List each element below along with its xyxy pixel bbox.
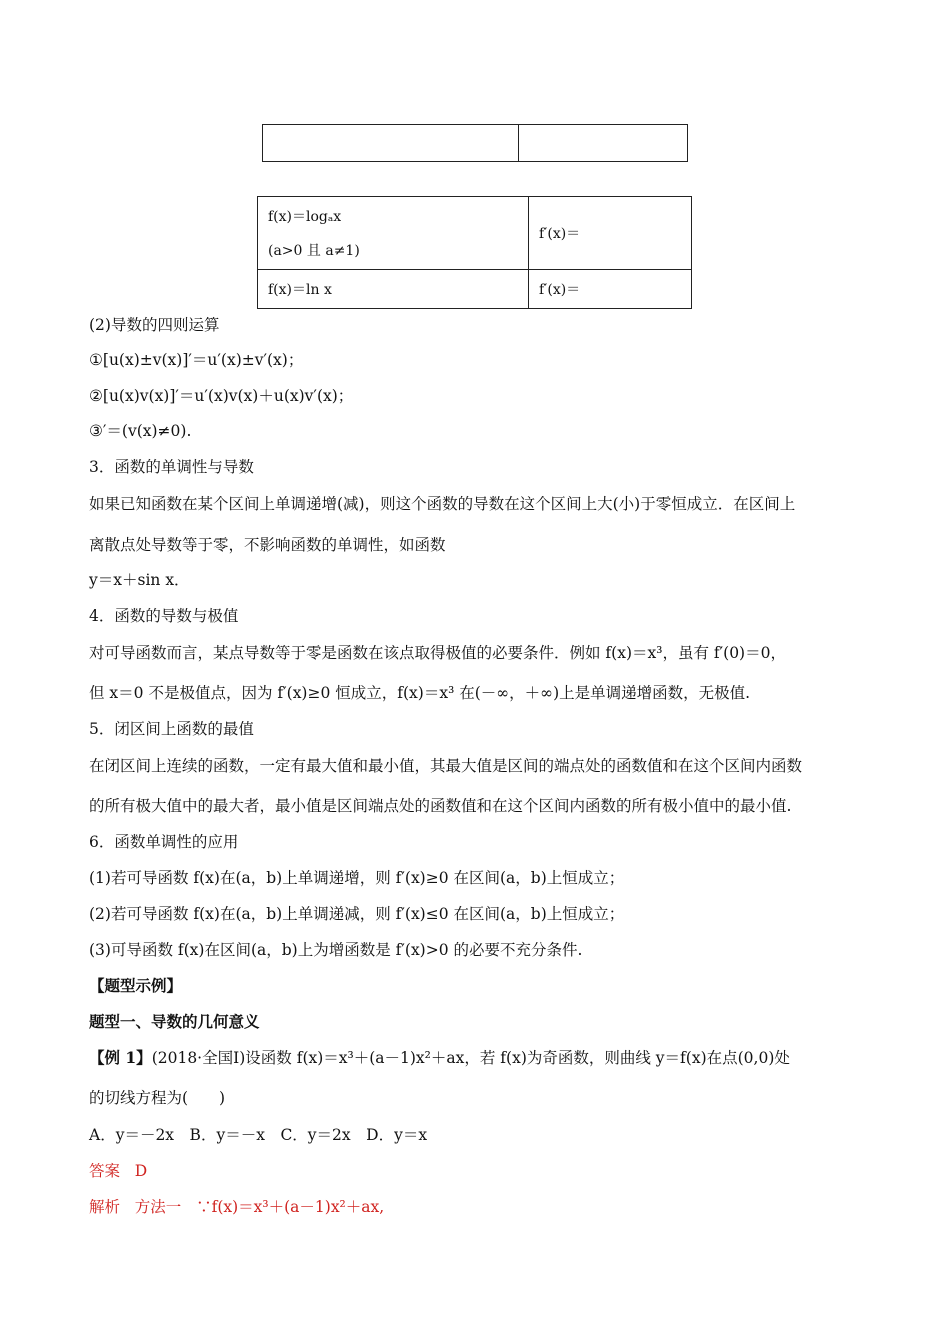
paragraph-line: 在闭区间上连续的函数，一定有最大值和最小值，其最大值是区间的端点处的函数值和在这个区间内函数: [89, 757, 803, 775]
question-type-heading: 题型一、导数的几何意义: [89, 1012, 260, 1031]
formula-table-top: [262, 124, 688, 162]
example-tag: 【例 1】: [89, 1048, 152, 1067]
table-cell: f′(x)＝: [529, 197, 692, 270]
section-heading: 【题型示例】: [89, 976, 183, 995]
paragraph-line: 离散点处导数等于零，不影响函数的单调性，如函数: [89, 536, 446, 554]
paragraph-line: y＝x＋sin x．: [89, 571, 190, 589]
formula-log-a: f(x)＝logₐx: [268, 209, 342, 225]
answer-value: D: [134, 1162, 148, 1180]
table-cell: f′(x)＝: [529, 270, 692, 309]
list-item: (3)可导函数 f(x)在区间(a，b)上为增函数是 f′(x)>0 的必要不充分条件.: [89, 941, 583, 959]
answer-options: A．y＝－2x B．y＝－x C．y＝2x D．y＝x: [89, 1126, 428, 1144]
table-cell: [263, 125, 519, 162]
paragraph-line: 对可导函数而言，某点导数等于零是函数在该点取得极值的必要条件．例如 f(x)＝x³，虽有 f′(0)＝0，: [89, 644, 786, 662]
section-heading: (2)导数的四则运算: [89, 316, 220, 334]
example-text: (2018·全国Ⅰ)设函数 f(x)＝x³＋(a－1)x²＋ax，若 f(x)为奇函数，则曲线 y＝f(x)在点(0,0)处: [151, 1049, 790, 1067]
table-cell: f(x)＝ln x: [258, 270, 529, 309]
section-heading: 6．函数单调性的应用: [89, 833, 239, 851]
rule-line: ③′＝(v(x)≠0).: [89, 422, 192, 440]
table-cell: [519, 125, 688, 162]
formula-condition: (a>0 且 a≠1): [268, 243, 360, 259]
rule-line: ①[u(x)±v(x)]′＝u′(x)±v′(x)；: [89, 351, 304, 369]
method-label: 方法一: [134, 1198, 182, 1216]
paragraph-line: 但 x＝0 不是极值点，因为 f′(x)≥0 恒成立，f(x)＝x³ 在(－∞，＋∞)上是单调递增函数，无极值.: [89, 684, 751, 702]
section-heading: 4．函数的导数与极值: [89, 607, 239, 625]
section-heading: 5．闭区间上函数的最值: [89, 720, 254, 738]
analysis-label: 解析: [89, 1198, 121, 1216]
rule-line: ②[u(x)v(x)]′＝u′(x)v(x)＋u(x)v′(x)；: [89, 387, 354, 405]
answer-line: [89, 1161, 147, 1181]
list-item: (1)若可导函数 f(x)在(a，b)上单调递增，则 f′(x)≥0 在区间(a，b)上恒成立；: [89, 869, 625, 887]
example-line: [89, 1048, 790, 1068]
paragraph-line: 如果已知函数在某个区间上单调递增(减)，则这个函数的导数在这个区间上大(小)于零恒成立．在区间上: [89, 495, 796, 513]
answer-label: 答案: [89, 1162, 121, 1180]
table-cell: [258, 197, 529, 270]
example-line: 的切线方程为( ): [89, 1089, 226, 1107]
derivative-formula-table: [257, 196, 692, 309]
analysis-line: [89, 1197, 384, 1217]
analysis-text: ∵f(x)＝x³＋(a－1)x²＋ax,: [196, 1198, 385, 1216]
list-item: (2)若可导函数 f(x)在(a，b)上单调递减，则 f′(x)≤0 在区间(a，b)上恒成立；: [89, 905, 625, 923]
paragraph-line: 的所有极大值中的最大者，最小值是区间端点处的函数值和在这个区间内函数的所有极小值中的最小值.: [89, 797, 792, 815]
section-heading: 3．函数的单调性与导数: [89, 458, 254, 476]
